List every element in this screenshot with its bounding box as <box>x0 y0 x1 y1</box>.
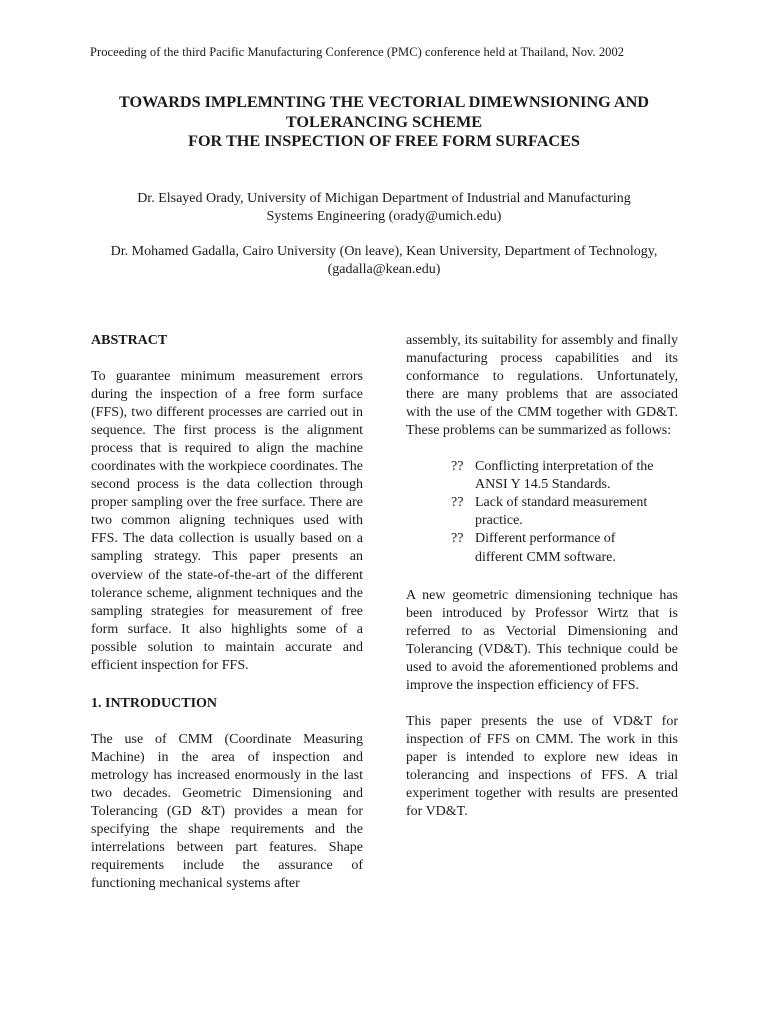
abstract-text: To guarantee minimum measurement errors during the inspection of a free form surface (FFS), two different processes are carried out in sequence. The first process is the alignment process that is required to align the machine coordinates with the workpiece coordinates. The second process is the data collection through proper sampling over the free surface. There are two common aligning techniques used with FFS. The data collection is usually based on a sampling strategy. This paper presents an overview of the state-of-the-art of the different tolerance scheme, alignment techniques and the sampling strategies for measurement of free form surface. It also highlights some of a possible solution to maintain accurate and efficient inspection for FFS. <box>91 369 363 673</box>
bullet-mark: ?? <box>451 495 464 511</box>
introduction-text: The use of CMM (Coordinate Measuring Machine) in the area of inspection and metrology has increased enormously in the last two decades. Geometric Dimensioning and Tolerancing (GD &T) provides a mean for specifying the shape requirements and the interrelations between part features. Shape requirements include the assurance of functioning mechanical systems after <box>91 731 363 892</box>
author-1-line-2: Systems Engineering (orady@umich.edu) <box>266 209 502 224</box>
list-item <box>451 530 678 566</box>
title-line-3: FOR THE INSPECTION OF FREE FORM SURFACES <box>188 132 580 150</box>
vdt-paragraph: A new geometric dimensioning technique has been introduced by Professor Wirtz that is referred to as Vectorial Dimensioning and Tolerancing (VD&T). This technique could be used to avoid the aforementioned problems and improve the inspection efficiency of FFS. <box>406 587 678 693</box>
problem-list <box>406 458 678 566</box>
abstract-heading: ABSTRACT <box>91 333 168 348</box>
conference-header: Proceeding of the third Pacific Manufacturing Conference (PMC) conference held at Thailand, Nov. 2002 <box>90 45 625 59</box>
list-item-text: Conflicting interpretation of the ANSI Y 14.5 Standards. <box>475 459 654 493</box>
left-column <box>91 332 363 893</box>
continuation-text: assembly, its suitability for assembly and finally manufacturing process capabilities and its conformance to regulations. Unfortunately, there are many problems that are associated with the use of the CMM together with GD&T. These problems can be summarized as follows: <box>406 333 678 439</box>
paper-title <box>40 93 728 152</box>
author-2-line-2: (gadalla@kean.edu) <box>327 262 441 277</box>
closing-paragraph: This paper presents the use of VD&T for inspection of FFS on CMM. The work in this paper is intended to explore new ideas in tolerancing and inspections of FFS. A trial experiment together with results are presented for VD&T. <box>406 713 678 820</box>
list-item-text: Lack of standard measurement practice. <box>475 495 648 529</box>
title-line-1: TOWARDS IMPLEMNTING THE VECTORIAL DIMEWNSIONING AND <box>119 93 649 111</box>
introduction-heading: 1. INTRODUCTION <box>91 695 218 711</box>
bullet-mark: ?? <box>451 531 464 547</box>
bullet-mark: ?? <box>451 459 464 475</box>
author-1-line-1: Dr. Elsayed Orady, University of Michigan Department of Industrial and Manufacturing <box>137 191 631 206</box>
right-column <box>406 332 678 821</box>
author-2-line-1: Dr. Mohamed Gadalla, Cairo University (On leave), Kean University, Department of Technology, <box>110 244 658 259</box>
list-item <box>451 458 678 494</box>
title-line-2: TOLERANCING SCHEME <box>285 112 483 131</box>
list-item <box>451 494 678 530</box>
list-item-text: Different performance of different CMM software. <box>475 531 616 565</box>
author-2 <box>60 243 708 279</box>
author-1 <box>60 190 708 226</box>
